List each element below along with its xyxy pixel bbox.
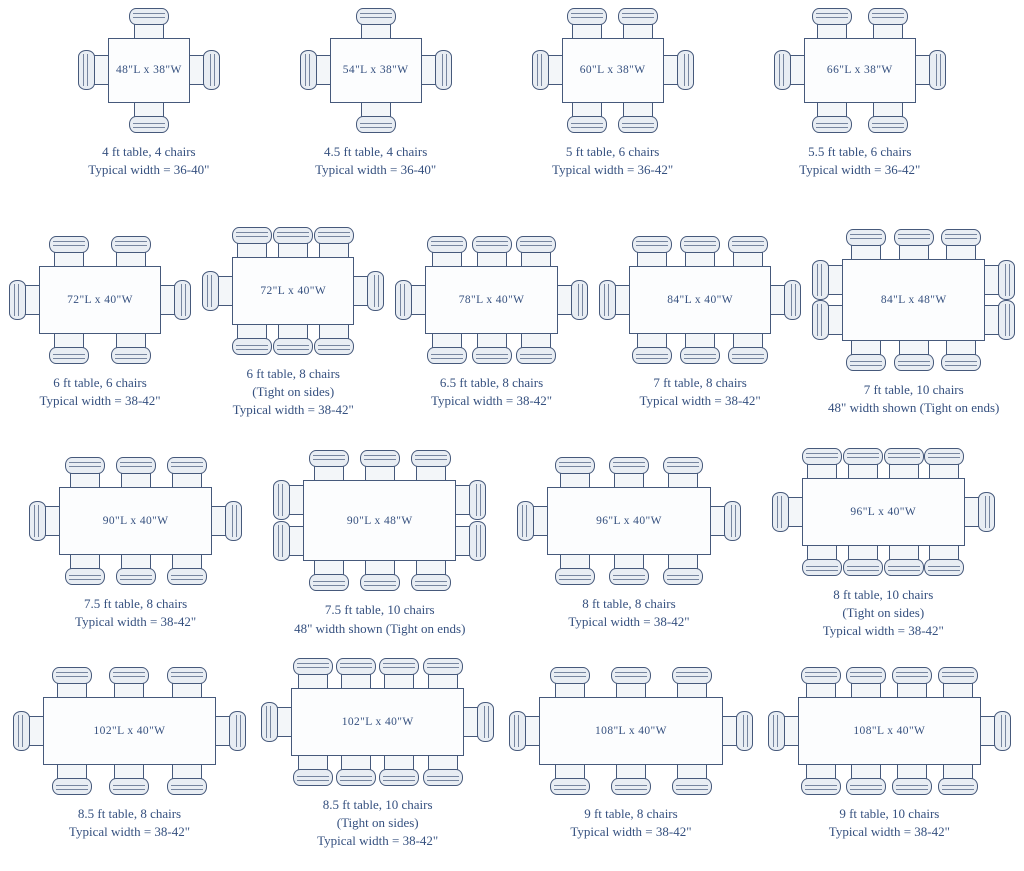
chair-back-icon: [423, 769, 463, 786]
table-top: [330, 38, 422, 103]
chair-back-icon: [555, 568, 595, 585]
chair-back-icon: [894, 229, 934, 246]
chair-back-icon: [846, 778, 886, 795]
caption-line: 6.5 ft table, 8 chairs: [439, 375, 544, 391]
chair-back-icon: [232, 338, 272, 355]
table-size-label: 54"L x 38"W: [342, 64, 409, 77]
caption-line: Typical width = 38-42": [828, 824, 950, 840]
table-size-label: 96"L x 40"W: [850, 505, 917, 518]
table-plan: [772, 6, 948, 135]
table-size-label: 84"L x 40"W: [667, 294, 733, 307]
table-top: [539, 697, 723, 765]
chair-back-icon: [599, 280, 616, 320]
table-caption: [315, 143, 436, 179]
chair-back-icon: [309, 574, 349, 591]
table-figure: [27, 455, 244, 631]
table-figure: [200, 225, 386, 420]
table-figure: [259, 656, 496, 851]
caption-line: Typical width = 38-42": [232, 402, 354, 418]
table-size-label: 84"L x 48"W: [880, 294, 947, 307]
table-plan: [507, 665, 755, 797]
caption-line: Typical width = 36-42": [799, 161, 921, 177]
chair-back-icon: [49, 347, 89, 364]
chair-back-icon: [9, 280, 26, 320]
chair-back-icon: [924, 559, 964, 576]
chair-back-icon: [309, 450, 349, 467]
chair-back-icon: [356, 8, 396, 25]
table-figure: [597, 234, 804, 410]
caption-line: 6 ft table, 6 chairs: [53, 375, 147, 391]
chair-back-icon: [336, 658, 376, 675]
chair-back-icon: [998, 300, 1015, 340]
chair-back-icon: [167, 568, 207, 585]
table-top: [39, 266, 161, 334]
chair-back-icon: [469, 480, 486, 520]
chair-back-icon: [941, 354, 981, 371]
chair-back-icon: [550, 667, 590, 684]
table-caption: [640, 374, 761, 410]
chair-back-icon: [293, 769, 333, 786]
table-figure: [7, 234, 193, 410]
chair-back-icon: [812, 116, 852, 133]
table-top: [108, 38, 190, 103]
caption-line: 48" width shown (Tight on ends): [828, 400, 1000, 416]
caption-line: Typical width = 38-42": [639, 393, 761, 409]
table-plan: [770, 446, 997, 578]
table-plan: [271, 448, 488, 594]
chair-back-icon: [65, 568, 105, 585]
chair-back-icon: [516, 236, 556, 253]
table-figure: [298, 6, 454, 179]
chair-back-icon: [472, 236, 512, 253]
table-size-label: 96"L x 40"W: [596, 514, 662, 527]
table-figure: [530, 6, 696, 179]
chair-back-icon: [567, 8, 607, 25]
chair-back-icon: [868, 116, 908, 133]
chair-back-icon: [802, 448, 842, 465]
chair-back-icon: [736, 711, 753, 751]
table-figure: [810, 227, 1017, 417]
chair-back-icon: [571, 280, 588, 320]
table-top: [232, 257, 354, 325]
chair-back-icon: [609, 457, 649, 474]
table-caption: [75, 595, 196, 631]
chair-back-icon: [663, 457, 703, 474]
diagram-row: [0, 225, 1024, 420]
chair-back-icon: [801, 778, 841, 795]
caption-line: Typical width = 36-40": [88, 161, 210, 177]
chair-back-icon: [924, 448, 964, 465]
chair-back-icon: [812, 300, 829, 340]
table-top: [43, 697, 216, 765]
chair-back-icon: [611, 667, 651, 684]
table-size-label: 90"L x 40"W: [102, 514, 169, 527]
chair-back-icon: [812, 260, 829, 300]
chair-back-icon: [379, 658, 419, 675]
chair-back-icon: [129, 116, 169, 133]
table-caption: [39, 374, 160, 410]
table-caption: [570, 805, 691, 841]
diagram-row: [0, 446, 1024, 641]
chair-back-icon: [892, 778, 932, 795]
table-figure: [515, 455, 742, 631]
chair-back-icon: [846, 354, 886, 371]
chair-back-icon: [774, 50, 791, 90]
chair-back-icon: [360, 574, 400, 591]
caption-line: Typical width = 38-42": [822, 622, 944, 638]
chair-back-icon: [273, 480, 290, 520]
table-plan: [530, 6, 696, 135]
caption-line: Typical width = 38-42": [75, 613, 197, 629]
table-size-label: 48"L x 38"W: [116, 64, 182, 77]
chair-back-icon: [998, 260, 1015, 300]
chair-back-icon: [65, 457, 105, 474]
chair-back-icon: [232, 227, 272, 244]
caption-line: Typical width = 36-42": [552, 161, 674, 177]
chair-back-icon: [802, 559, 842, 576]
chair-back-icon: [672, 667, 712, 684]
chair-back-icon: [52, 667, 92, 684]
caption-line: 8 ft table, 8 chairs: [582, 595, 676, 611]
table-figure: [507, 665, 755, 841]
chair-back-icon: [225, 501, 242, 541]
chair-back-icon: [801, 667, 841, 684]
table-caption: [317, 796, 438, 851]
chair-back-icon: [812, 8, 852, 25]
table-size-label: 108"L x 40"W: [595, 725, 667, 738]
table-caption: [829, 805, 950, 841]
caption-line: 4.5 ft table, 4 chairs: [324, 143, 428, 159]
table-figure: [271, 448, 488, 638]
chair-back-icon: [663, 568, 703, 585]
chair-back-icon: [202, 271, 219, 311]
chair-back-icon: [516, 347, 556, 364]
caption-line: Typical width = 38-42": [570, 824, 692, 840]
table-plan: [597, 234, 804, 366]
table-plan: [11, 665, 248, 797]
table-plan: [298, 6, 454, 135]
chair-back-icon: [868, 8, 908, 25]
caption-line: 7 ft table, 8 chairs: [653, 375, 747, 391]
table-size-label: 60"L x 38"W: [579, 64, 646, 77]
caption-line: Typical width = 38-42": [68, 824, 191, 840]
table-top: [291, 688, 464, 756]
caption-line: 8.5 ft table, 8 chairs: [77, 806, 182, 822]
table-figure: [11, 665, 248, 841]
caption-line: 7.5 ft table, 8 chairs: [83, 595, 188, 611]
caption-line: 8 ft table, 10 chairs: [833, 586, 934, 602]
chair-back-icon: [550, 778, 590, 795]
chair-back-icon: [929, 50, 946, 90]
chair-back-icon: [609, 568, 649, 585]
chair-back-icon: [477, 702, 494, 742]
chair-back-icon: [728, 236, 768, 253]
table-plan: [7, 234, 193, 366]
table-top: [303, 480, 456, 562]
table-size-label: 72"L x 40"W: [260, 284, 327, 297]
chair-back-icon: [941, 229, 981, 246]
table-size-label: 66"L x 38"W: [826, 64, 893, 77]
caption-line: (Tight on sides): [842, 604, 925, 620]
caption-line: 4 ft table, 4 chairs: [102, 143, 196, 159]
caption-line: 7.5 ft table, 10 chairs: [324, 602, 435, 618]
caption-line: (Tight on sides): [252, 384, 335, 400]
chair-back-icon: [632, 347, 672, 364]
table-caption: [552, 143, 673, 179]
chair-back-icon: [293, 658, 333, 675]
table-top: [798, 697, 982, 765]
chair-back-icon: [555, 457, 595, 474]
chair-back-icon: [111, 347, 151, 364]
chair-back-icon: [395, 280, 412, 320]
table-plan: [515, 455, 742, 587]
chair-back-icon: [379, 769, 419, 786]
table-size-label: 72"L x 40"W: [67, 294, 133, 307]
chair-back-icon: [618, 8, 658, 25]
chair-back-icon: [532, 50, 549, 90]
table-size-label: 108"L x 40"W: [853, 725, 926, 738]
chair-back-icon: [314, 338, 354, 355]
chair-back-icon: [229, 711, 246, 751]
chair-back-icon: [174, 280, 191, 320]
caption-line: 5 ft table, 6 chairs: [565, 143, 660, 159]
chair-back-icon: [427, 347, 467, 364]
chair-back-icon: [435, 50, 452, 90]
chair-back-icon: [116, 568, 156, 585]
chair-back-icon: [618, 116, 658, 133]
table-size-label: 90"L x 48"W: [346, 514, 413, 527]
chair-back-icon: [772, 492, 789, 532]
table-top: [842, 259, 985, 341]
table-plan: [27, 455, 244, 587]
caption-line: 9 ft table, 8 chairs: [584, 806, 678, 822]
chair-back-icon: [109, 778, 149, 795]
chair-back-icon: [994, 711, 1011, 751]
caption-line: 9 ft table, 10 chairs: [839, 806, 940, 822]
chair-back-icon: [411, 450, 451, 467]
table-caption: [799, 143, 920, 179]
table-plan: [259, 656, 496, 788]
caption-line: Typical width = 38-42": [317, 833, 439, 849]
chair-back-icon: [978, 492, 995, 532]
chair-back-icon: [894, 354, 934, 371]
table-size-label: 78"L x 40"W: [458, 294, 525, 307]
caption-line: Typical width = 36-40": [315, 161, 437, 177]
chair-back-icon: [116, 457, 156, 474]
table-plan: [393, 234, 590, 366]
diagram-row: [0, 656, 1024, 851]
diagram-row: [0, 6, 1024, 179]
table-top: [802, 478, 965, 546]
chair-back-icon: [677, 50, 694, 90]
chair-back-icon: [273, 338, 313, 355]
chair-back-icon: [52, 778, 92, 795]
chair-back-icon: [784, 280, 801, 320]
table-figure: [770, 446, 997, 641]
chair-back-icon: [567, 116, 607, 133]
chair-back-icon: [29, 501, 46, 541]
table-top: [562, 38, 664, 103]
chair-back-icon: [680, 236, 720, 253]
table-plan: [200, 225, 386, 357]
table-figure: [76, 6, 222, 179]
chair-back-icon: [846, 667, 886, 684]
chair-back-icon: [314, 227, 354, 244]
chair-back-icon: [360, 450, 400, 467]
chair-back-icon: [111, 236, 151, 253]
chair-back-icon: [892, 667, 932, 684]
chair-back-icon: [411, 574, 451, 591]
chair-back-icon: [423, 658, 463, 675]
table-size-label: 102"L x 40"W: [93, 725, 166, 738]
table-caption: [828, 381, 999, 417]
chair-back-icon: [273, 521, 290, 561]
chair-back-icon: [611, 778, 651, 795]
table-plan: [76, 6, 222, 135]
chair-back-icon: [517, 501, 534, 541]
chair-back-icon: [938, 667, 978, 684]
chair-back-icon: [846, 229, 886, 246]
table-plan: [766, 665, 1014, 797]
chair-back-icon: [203, 50, 220, 90]
caption-line: 7 ft table, 10 chairs: [863, 381, 964, 397]
table-figure: [393, 234, 590, 410]
table-figure: [766, 665, 1014, 841]
chair-back-icon: [167, 778, 207, 795]
table-top: [547, 487, 710, 555]
table-caption: [294, 601, 465, 637]
chair-back-icon: [261, 702, 278, 742]
caption-line: Typical width = 38-42": [568, 613, 690, 629]
chair-back-icon: [768, 711, 785, 751]
chair-back-icon: [367, 271, 384, 311]
chair-back-icon: [469, 521, 486, 561]
chair-back-icon: [356, 116, 396, 133]
caption-line: (Tight on sides): [336, 815, 419, 831]
chair-back-icon: [78, 50, 95, 90]
chair-back-icon: [632, 236, 672, 253]
chair-back-icon: [843, 448, 883, 465]
chair-back-icon: [167, 457, 207, 474]
caption-line: Typical width = 38-42": [39, 393, 161, 409]
chair-back-icon: [13, 711, 30, 751]
chair-back-icon: [336, 769, 376, 786]
table-plan: [810, 227, 1017, 373]
chair-back-icon: [884, 448, 924, 465]
chair-back-icon: [472, 347, 512, 364]
chair-back-icon: [724, 501, 741, 541]
table-top: [425, 266, 558, 334]
caption-line: Typical width = 38-42": [430, 393, 553, 409]
chair-back-icon: [427, 236, 467, 253]
caption-line: 48" width shown (Tight on ends): [294, 620, 466, 636]
table-top: [629, 266, 772, 334]
table-caption: [88, 143, 209, 179]
table-caption: [233, 365, 354, 420]
table-top: [804, 38, 916, 103]
caption-line: 5.5 ft table, 6 chairs: [808, 143, 912, 159]
chair-back-icon: [167, 667, 207, 684]
table-caption: [823, 586, 944, 641]
chair-back-icon: [728, 347, 768, 364]
table-size-label: 102"L x 40"W: [341, 716, 414, 729]
chair-back-icon: [509, 711, 526, 751]
table-caption: [431, 374, 552, 410]
chair-back-icon: [680, 347, 720, 364]
chair-back-icon: [672, 778, 712, 795]
chair-back-icon: [49, 236, 89, 253]
chair-back-icon: [884, 559, 924, 576]
table-figure: [772, 6, 948, 179]
chair-back-icon: [300, 50, 317, 90]
caption-line: 8.5 ft table, 10 chairs: [322, 797, 433, 813]
chair-back-icon: [109, 667, 149, 684]
table-top: [59, 487, 212, 555]
chair-back-icon: [273, 227, 313, 244]
caption-line: 6 ft table, 8 chairs: [246, 365, 340, 381]
chair-back-icon: [938, 778, 978, 795]
table-caption: [69, 805, 190, 841]
chair-back-icon: [843, 559, 883, 576]
table-caption: [568, 595, 689, 631]
chair-back-icon: [129, 8, 169, 25]
